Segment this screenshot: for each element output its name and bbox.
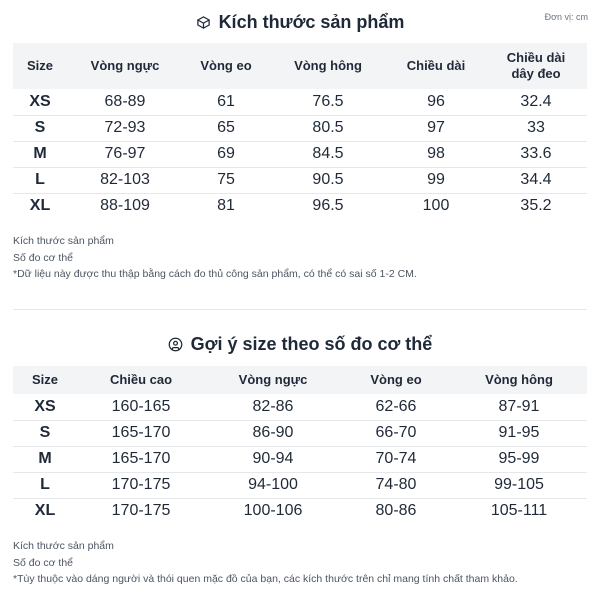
- height-value: 160-165: [111, 397, 171, 415]
- hip-value: 80.5: [269, 115, 387, 141]
- header-bust: Vòng ngực: [67, 43, 183, 89]
- table-row: [13, 193, 587, 219]
- height-value: 170-175: [77, 472, 205, 498]
- waist-value: 74-80: [341, 472, 451, 498]
- header-waist: Vòng eo: [183, 43, 269, 89]
- table-head: [13, 366, 587, 394]
- note-body-measurement: Số đo cơ thể: [13, 251, 74, 264]
- header-strap-length: [485, 43, 587, 89]
- length-value: 99: [387, 167, 485, 193]
- length-value: 100: [387, 193, 485, 219]
- bust-value: 94-100: [205, 472, 341, 498]
- size-label: M: [13, 446, 77, 472]
- waist-value: 81: [183, 193, 269, 219]
- strap-length-value: 34.4: [485, 167, 587, 193]
- size-label: XL: [13, 498, 77, 524]
- waist-value: 62-66: [375, 397, 417, 415]
- length-value: 98: [387, 141, 485, 167]
- table-body: [13, 89, 587, 219]
- table-row: [13, 420, 587, 446]
- header-length: Chiều dài: [387, 43, 485, 89]
- note-body-measurement: Số đo cơ thể: [13, 556, 74, 569]
- hip-value: 96.5: [269, 193, 387, 219]
- length-value: 97: [387, 115, 485, 141]
- waist-value: 80-86: [341, 498, 451, 524]
- note-disclaimer: *Dữ liệu này được thu thập bằng cách đo thủ công sản phẩm, có thể có sai số 1-2 CM.: [13, 268, 417, 280]
- bust-value: 82-86: [252, 397, 294, 415]
- table-row: [13, 498, 587, 524]
- height-value: 165-170: [77, 446, 205, 472]
- table-row: [13, 115, 587, 141]
- size-label: S: [13, 420, 77, 446]
- note-product-size: Kích thước sản phẩm: [13, 235, 114, 247]
- size-label: XL: [13, 193, 67, 219]
- section-title: Gợi ý size theo số đo cơ thể: [190, 334, 433, 354]
- header-hip: Vòng hông: [451, 366, 587, 394]
- waist-value: 61: [217, 92, 235, 110]
- section-title: Kích thước sản phẩm: [218, 12, 405, 32]
- header-height: Chiều cao: [77, 366, 205, 394]
- header-size: Size: [13, 43, 67, 89]
- strap-length-value: 33: [485, 115, 587, 141]
- bust-value: 72-93: [67, 115, 183, 141]
- header-strap-length-label: Chiều dài dây đeo: [506, 50, 566, 81]
- bust-value: 90-94: [205, 446, 341, 472]
- bust-value: 88-109: [67, 193, 183, 219]
- table-row: [13, 472, 587, 498]
- product-notes: [13, 233, 587, 283]
- strap-length-value: 33.6: [485, 141, 587, 167]
- note-disclaimer: *Tùy thuộc vào dáng người và thói quen mặc đồ của bạn, các kích thước trên chỉ mang tính chất tham khảo.: [13, 573, 518, 585]
- waist-value: 65: [183, 115, 269, 141]
- table-row: [13, 89, 587, 115]
- size-label: L: [13, 472, 77, 498]
- hip-value: 105-111: [451, 498, 587, 524]
- product-size-table: [13, 43, 587, 219]
- user-circle-icon: [168, 337, 183, 352]
- height-value: 170-175: [77, 498, 205, 524]
- waist-value: 66-70: [341, 420, 451, 446]
- size-label: XS: [29, 92, 51, 110]
- table-row: [13, 141, 587, 167]
- unit-label: Đơn vị: cm: [544, 12, 588, 22]
- cube-icon: [196, 15, 211, 30]
- size-label: S: [13, 115, 67, 141]
- product-size-title: [0, 10, 600, 34]
- height-value: 165-170: [77, 420, 205, 446]
- waist-value: 70-74: [341, 446, 451, 472]
- hip-value: 90.5: [269, 167, 387, 193]
- hip-value: 87-91: [498, 397, 540, 415]
- waist-value: 75: [183, 167, 269, 193]
- size-label: M: [13, 141, 67, 167]
- note-product-size: Kích thước sản phẩm: [13, 540, 114, 552]
- table-head: [13, 43, 587, 89]
- section-divider: [13, 309, 587, 310]
- waist-value: 69: [183, 141, 269, 167]
- strap-length-value: 35.2: [485, 193, 587, 219]
- table-row: [13, 167, 587, 193]
- bust-value: 100-106: [205, 498, 341, 524]
- table-body: [13, 394, 587, 524]
- hip-value: 95-99: [451, 446, 587, 472]
- strap-length-value: 32.4: [520, 92, 552, 110]
- header-waist: Vòng eo: [341, 366, 451, 394]
- bust-value: 68-89: [104, 92, 146, 110]
- header-hip: Vòng hông: [269, 43, 387, 89]
- length-value: 96: [427, 92, 445, 110]
- body-size-table: [13, 366, 587, 524]
- table-header-row: [13, 366, 587, 394]
- size-suggestion-title: [0, 332, 600, 356]
- hip-value: 84.5: [269, 141, 387, 167]
- bust-value: 82-103: [67, 167, 183, 193]
- size-label: L: [13, 167, 67, 193]
- size-label: XS: [34, 397, 56, 415]
- hip-value: 99-105: [451, 472, 587, 498]
- bust-value: 76-97: [67, 141, 183, 167]
- hip-value: 91-95: [451, 420, 587, 446]
- header-size: Size: [13, 366, 77, 394]
- bust-value: 86-90: [205, 420, 341, 446]
- hip-value: 76.5: [312, 92, 344, 110]
- header-bust: Vòng ngực: [205, 366, 341, 394]
- table-row: [13, 394, 587, 420]
- table-header-row: [13, 43, 587, 89]
- body-notes: [13, 538, 587, 588]
- table-row: [13, 446, 587, 472]
